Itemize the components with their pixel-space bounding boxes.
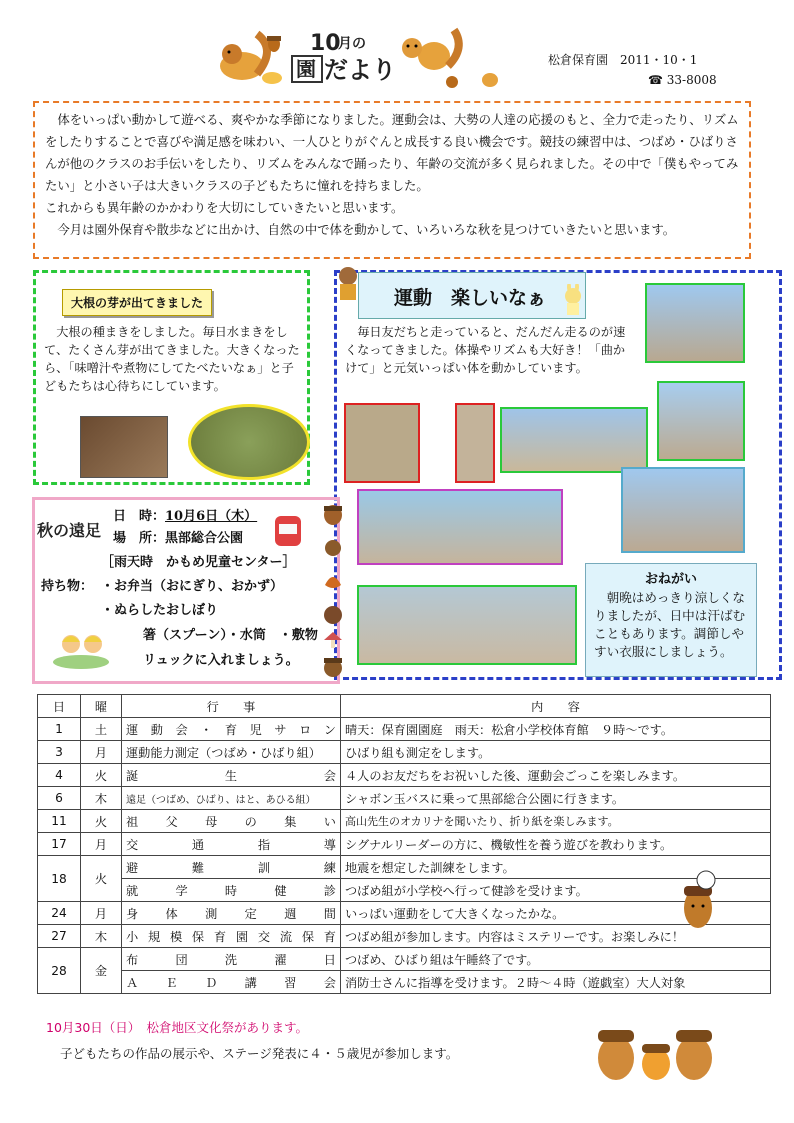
excursion-item-2: ・ぬらしたおしぼり xyxy=(101,603,219,618)
header-event: 行 事 xyxy=(122,695,341,718)
row-day: 6 xyxy=(38,787,81,810)
sports-photo-4 xyxy=(645,283,745,363)
squirrel-acorn-illustration xyxy=(212,26,512,90)
phone-icon: ☎ xyxy=(648,73,663,87)
sports-photo-7 xyxy=(357,489,563,565)
table-row xyxy=(38,971,771,994)
excursion-place-row xyxy=(113,528,243,550)
daikon-title: 大根の芽が出てきました xyxy=(62,289,212,316)
row-event: 遠足（つばめ、ひばり、はと、あひる組） xyxy=(122,787,341,810)
rabbit-mascot-icon xyxy=(560,284,586,316)
row-dow: 火 xyxy=(81,764,122,787)
excursion-section xyxy=(32,497,340,684)
sports-title: 運動 楽しいなぁ xyxy=(394,287,547,309)
row-detail: シグナルリーダーの方に、機敏性を養う遊びを教わります。 xyxy=(341,833,771,856)
table-row xyxy=(38,741,771,764)
header-day: 日 xyxy=(38,695,81,718)
row-dow: 月 xyxy=(81,741,122,764)
row-day: 17 xyxy=(38,833,81,856)
sports-text: 毎日友だちと走っていると、だんだん走るのが速くなってきました。体操やリズムも大好き！「曲かけて」と元気いっぱい体を動かしています。 xyxy=(345,325,626,375)
row-dow: 土 xyxy=(81,718,122,741)
table-row xyxy=(38,764,771,787)
onegai-title: おねがい xyxy=(644,572,697,587)
intro-paragraph-2: 今月は園外保育や散歩などに出かけ、自然の中で体を動かして、いろいろな秋を見つけていきたいと思います。 xyxy=(57,222,676,237)
row-detail: つばめ、ひばり組は午睡終了です。 xyxy=(341,948,771,971)
table-row xyxy=(38,879,771,902)
intro-paragraph-1b: これからも異年齢のかかわりを大切にしていきたいと思います。 xyxy=(45,200,404,215)
excursion-title: 秋の遠足 xyxy=(37,521,102,540)
festival-detail: 子どもたちの作品の展示や、ステージ発表に４・５歳児が参加します。 xyxy=(60,1046,459,1061)
onegai-box xyxy=(585,563,757,677)
row-detail: いっぱい運動をして大きくなったかな。 xyxy=(341,902,771,925)
table-row xyxy=(38,856,771,879)
row-event: 運動能力測定（つばめ・ひばり組） xyxy=(122,741,341,764)
intro-message xyxy=(33,101,751,259)
excursion-place-label: 場 所： xyxy=(113,531,166,546)
excursion-date: 10月6日（木） xyxy=(165,509,258,524)
title-rest: だより xyxy=(324,56,396,84)
row-dow: 木 xyxy=(81,787,122,810)
row-day: 27 xyxy=(38,925,81,948)
excursion-item-3: 箸（スプーン）・水筒 ・敷物 xyxy=(143,628,318,643)
excursion-item-4: リュックに入れましょう。 xyxy=(143,653,299,668)
excursion-place: 黒部総合公園 xyxy=(165,531,244,546)
excursion-date-row xyxy=(113,506,257,528)
sports-photo-8 xyxy=(357,585,577,665)
excursion-rain: ［雨天時 かもめ児童センター］ xyxy=(101,555,296,570)
row-dow: 火 xyxy=(81,810,122,833)
sports-title-bar xyxy=(358,272,586,319)
row-detail: シャボン玉バスに乗って黒部総合公園に行きます。 xyxy=(341,787,771,810)
daikon-sprout-photo xyxy=(188,404,310,480)
row-dow: 月 xyxy=(81,833,122,856)
sports-section xyxy=(334,270,782,680)
table-row xyxy=(38,718,771,741)
excursion-item-1: ・お弁当（おにぎり、おかず） xyxy=(101,579,284,594)
title-month: 月の xyxy=(338,36,366,52)
row-event: 小規模保育園交流保育 xyxy=(122,925,341,948)
row-dow: 月 xyxy=(81,902,122,925)
table-header-row xyxy=(38,695,771,718)
daikon-text: 大根の種まきをしました。毎日水まきをして、たくさん芽が出てきました。大きくなったら、「味噌汁や煮物にしてたべたいなぁ」と子どもたちは心待ちにしています。 xyxy=(44,325,300,393)
row-dow: 金 xyxy=(81,948,122,994)
sports-photo-1 xyxy=(344,403,420,483)
title-number: 10 xyxy=(310,31,341,56)
table-row xyxy=(38,902,771,925)
row-detail: ひばり組も測定をします。 xyxy=(341,741,771,764)
table-row xyxy=(38,787,771,810)
row-event: 祖父母の集い xyxy=(122,810,341,833)
row-event: 就学時健診 xyxy=(122,879,341,902)
row-day: 4 xyxy=(38,764,81,787)
row-event: 誕生会 xyxy=(122,764,341,787)
row-day: 24 xyxy=(38,902,81,925)
onegai-text: 朝晩はめっきり涼しくなりましたが、日中は汗ばむこともあります。調節しやすい衣服にしましょう。 xyxy=(594,590,746,659)
row-day: 11 xyxy=(38,810,81,833)
excursion-date-label: 日 時： xyxy=(113,509,166,524)
row-event: ＡＥＤ講習会 xyxy=(122,971,341,994)
phone-value: 33-8008 xyxy=(666,73,717,87)
row-day: 1 xyxy=(38,718,81,741)
row-detail: 消防士さんに指導を受けます。２時〜４時（遊戯室）大人対象 xyxy=(341,971,771,994)
acorn-trio-icon xyxy=(590,1016,720,1084)
sports-photo-6 xyxy=(621,467,745,553)
children-picnic-icon xyxy=(51,620,111,670)
row-event: 運動会・育児サロン xyxy=(122,718,341,741)
phone-number xyxy=(648,73,717,87)
autumn-icons-column xyxy=(320,500,346,680)
header-detail: 内 容 xyxy=(341,695,771,718)
table-row xyxy=(38,925,771,948)
sports-photo-5 xyxy=(657,381,745,461)
row-dow: 火 xyxy=(81,856,122,902)
table-row xyxy=(38,810,771,833)
row-event: 交通指導 xyxy=(122,833,341,856)
newsletter-logo xyxy=(212,26,512,90)
row-day: 3 xyxy=(38,741,81,764)
row-detail: ４人のお友だちをお祝いした後、運動会ごっこを楽しみます。 xyxy=(341,764,771,787)
row-event: 避難訓練 xyxy=(122,856,341,879)
row-detail: 高山先生のオカリナを聞いたり、折り紙を楽しみます。 xyxy=(341,810,771,833)
acorn-mascot-icon xyxy=(676,870,720,932)
daikon-section xyxy=(33,270,310,485)
table-row xyxy=(38,833,771,856)
daikon-seed-photo xyxy=(80,416,168,478)
sports-photo-2 xyxy=(455,403,495,483)
cat-mascot-icon xyxy=(334,266,362,302)
row-day: 28 xyxy=(38,948,81,994)
row-detail: つばめ組が参加します。内容はミステリーです。お楽しみに！ xyxy=(341,925,771,948)
excursion-items-label: 持ち物： xyxy=(41,579,94,594)
schedule-table xyxy=(37,694,771,994)
row-detail: 晴天：保育園園庭 雨天：松倉小学校体育館 ９時〜です。 xyxy=(341,718,771,741)
backpack-icon xyxy=(271,508,305,548)
row-dow: 木 xyxy=(81,925,122,948)
intro-paragraph-1: 体をいっぱい動かして遊べる、爽やかな季節になりました。運動会は、大勢の人達の応援のもと、全力で走ったり、リズムをしたりすることで喜びや満足感を味わい、一人ひとりがぐんと成長する良い機会です。競技の練習中は、つばめ・ひばりさんが他のクラスのお手伝いをしたり、リズムをみんなで踊ったり、年齢の交流が多く見られました。その中で「僕もやってみたい」と小さい子は大きいクラスの子どもたちに憧れを持ちました。 xyxy=(45,112,739,193)
row-event: 身体測定週間 xyxy=(122,902,341,925)
row-detail: 地震を想定した訓練をします。 xyxy=(341,856,771,879)
row-day: 18 xyxy=(38,856,81,902)
school-name-date: 松倉保育園 2011・10・1 xyxy=(548,53,698,67)
title-en: 園 xyxy=(296,57,316,81)
header-dow: 曜 xyxy=(81,695,122,718)
sports-photo-3 xyxy=(500,407,648,473)
festival-notice: 10月30日（日） 松倉地区文化祭があります。 xyxy=(46,1020,309,1035)
row-event: 布団洗濯日 xyxy=(122,948,341,971)
row-detail: つばめ組が小学校へ行って健診を受けます。 xyxy=(341,879,771,902)
table-row xyxy=(38,948,771,971)
